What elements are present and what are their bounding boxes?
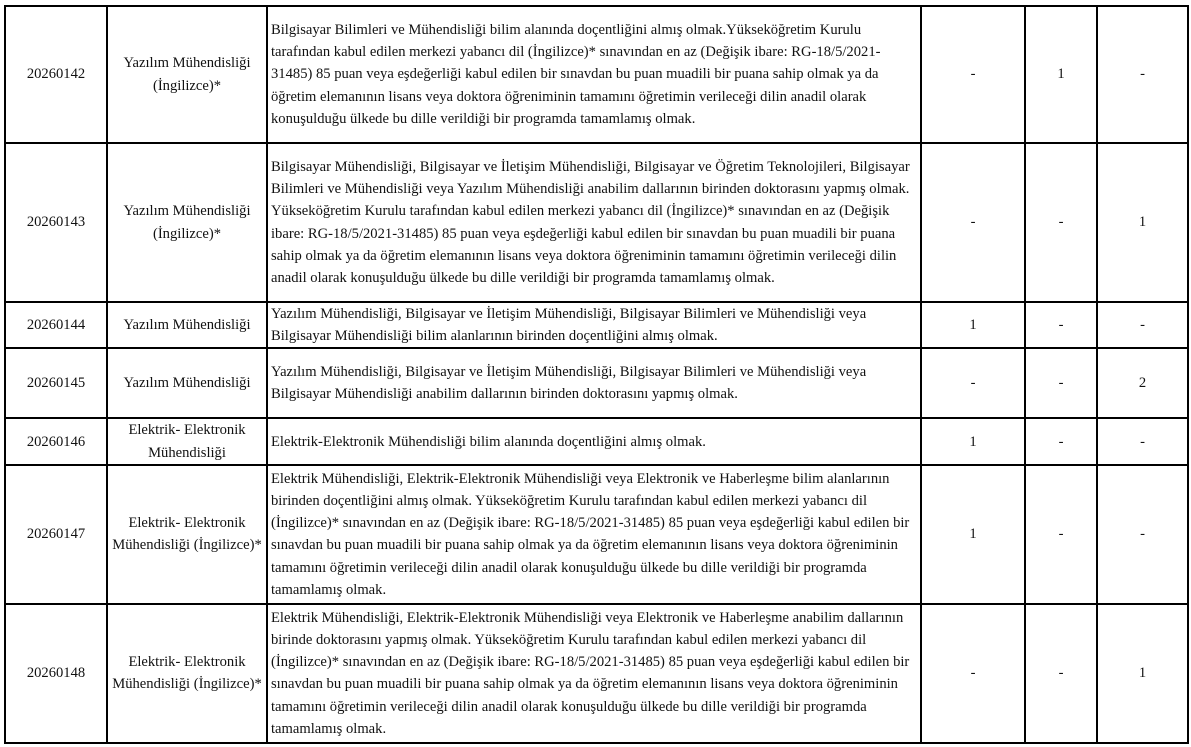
- table-row: [5, 6, 1188, 143]
- count-col-1: -: [921, 143, 1025, 302]
- department-name: Yazılım Mühendisliği (İngilizce)*: [107, 6, 267, 143]
- positions-table: [4, 5, 1189, 744]
- requirement-text: Yazılım Mühendisliği, Bilgisayar ve İletişim Mühendisliği, Bilgisayar Bilimleri ve Mühendisliği veya Bilgisayar Mühendisliği anabilim dallarının birinden doktorasını yapmış olmak.: [267, 348, 921, 418]
- position-code: 20260144: [5, 302, 107, 348]
- table-row: [5, 348, 1188, 418]
- position-code: 20260142: [5, 6, 107, 143]
- count-col-1: -: [921, 348, 1025, 418]
- requirement-text: Elektrik Mühendisliği, Elektrik-Elektronik Mühendisliği veya Elektronik ve Haberleşme anabilim dallarının birinde doktorasını yapmış olmak. Yükseköğretim Kurulu tarafından kabul edilen merkezi yabancı dil (İngilizce)* sınavından en az (Değişik ibare: RG-18/5/2021-31485) 85 puan veya eşdeğerliği kabul edilen bir sınavdan bu puan muadili bir puana sahip olmak ya da öğretim elemanının lisans veya doktora öğreniminin tamamını öğretimin verileceği dilin anadil olarak konuşulduğu ülkede bu dille verildiği bir programda tamamlamış olmak.: [267, 604, 921, 743]
- table-row: [5, 302, 1188, 348]
- count-col-3: -: [1097, 418, 1188, 464]
- position-code: 20260147: [5, 465, 107, 604]
- count-col-1: 1: [921, 465, 1025, 604]
- count-col-2: -: [1025, 604, 1097, 743]
- department-name: Elektrik- Elektronik Mühendisliği (İngilizce)*: [107, 604, 267, 743]
- department-name: Yazılım Mühendisliği: [107, 348, 267, 418]
- count-col-2: 1: [1025, 6, 1097, 143]
- requirement-text: Bilgisayar Mühendisliği, Bilgisayar ve İletişim Mühendisliği, Bilgisayar ve Öğretim Teknolojileri, Bilgisayar Bilimleri ve Mühendisliği veya Yazılım Mühendisliği anabilim dallarının birinden doktorasını yapmış olmak. Yükseköğretim Kurulu tarafından kabul edilen merkezi yabancı dil (İngilizce)* sınavından en az (Değişik ibare: RG-18/5/2021-31485) 85 puan veya eşdeğerliği kabul edilen bir sınavdan bu puan muadili bir puana sahip olmak ya da öğretim elemanının lisans veya doktora öğreniminin tamamını öğretimin verileceği dilin anadil olarak konuşulduğu ülkede bu dille verildiği bir programda tamamlamış olmak.: [267, 143, 921, 302]
- requirement-text: Elektrik-Elektronik Mühendisliği bilim alanında doçentliğini almış olmak.: [267, 418, 921, 464]
- count-col-2: -: [1025, 302, 1097, 348]
- department-name: Elektrik- Elektronik Mühendisliği: [107, 418, 267, 464]
- count-col-2: -: [1025, 465, 1097, 604]
- count-col-1: -: [921, 6, 1025, 143]
- count-col-3: -: [1097, 302, 1188, 348]
- count-col-1: -: [921, 604, 1025, 743]
- count-col-3: 1: [1097, 143, 1188, 302]
- count-col-1: 1: [921, 418, 1025, 464]
- count-col-2: -: [1025, 143, 1097, 302]
- count-col-1: 1: [921, 302, 1025, 348]
- count-col-2: -: [1025, 348, 1097, 418]
- table-row: [5, 418, 1188, 464]
- department-name: Elektrik- Elektronik Mühendisliği (İngilizce)*: [107, 465, 267, 604]
- department-name: Yazılım Mühendisliği: [107, 302, 267, 348]
- requirement-text: Yazılım Mühendisliği, Bilgisayar ve İletişim Mühendisliği, Bilgisayar Bilimleri ve Mühendisliği veya Bilgisayar Mühendisliği bilim alanlarının birinden doçentliğini almış olmak.: [267, 302, 921, 348]
- department-name: Yazılım Mühendisliği (İngilizce)*: [107, 143, 267, 302]
- position-code: 20260145: [5, 348, 107, 418]
- position-code: 20260146: [5, 418, 107, 464]
- count-col-3: -: [1097, 6, 1188, 143]
- position-code: 20260148: [5, 604, 107, 743]
- count-col-3: 1: [1097, 604, 1188, 743]
- table-row: [5, 465, 1188, 604]
- count-col-3: 2: [1097, 348, 1188, 418]
- count-col-3: -: [1097, 465, 1188, 604]
- requirement-text: Elektrik Mühendisliği, Elektrik-Elektronik Mühendisliği veya Elektronik ve Haberleşme bilim alanlarının birinden doçentliğini almış olmak. Yükseköğretim Kurulu tarafından kabul edilen merkezi yabancı dil (İngilizce)* sınavından en az (Değişik ibare: RG-18/5/2021-31485) 85 puan veya eşdeğerliği kabul edilen bir sınavdan bu puan muadili bir puana sahip olmak ya da öğretim elemanının lisans veya doktora öğreniminin tamamını öğretimin verileceği dilin anadil olarak konuşulduğu ülkede bu dille verildiği bir programda tamamlamış olmak.: [267, 465, 921, 604]
- table-row: [5, 143, 1188, 302]
- position-code: 20260143: [5, 143, 107, 302]
- count-col-2: -: [1025, 418, 1097, 464]
- requirement-text: Bilgisayar Bilimleri ve Mühendisliği bilim alanında doçentliğini almış olmak.Yükseköğretim Kurulu tarafından kabul edilen merkezi yabancı dil (İngilizce)* sınavından en az (Değişik ibare: RG-18/5/2021-31485) 85 puan veya eşdeğerliği kabul edilen bir sınavdan bu puan muadili bir puana sahip olmak ya da öğretim elemanının lisans veya doktora öğreniminin tamamını öğretimin verileceği dilin anadil olarak konuşulduğu ülkede bu dille verildiği bir programda tamamlamış olmak.: [267, 6, 921, 143]
- table-row: [5, 604, 1188, 743]
